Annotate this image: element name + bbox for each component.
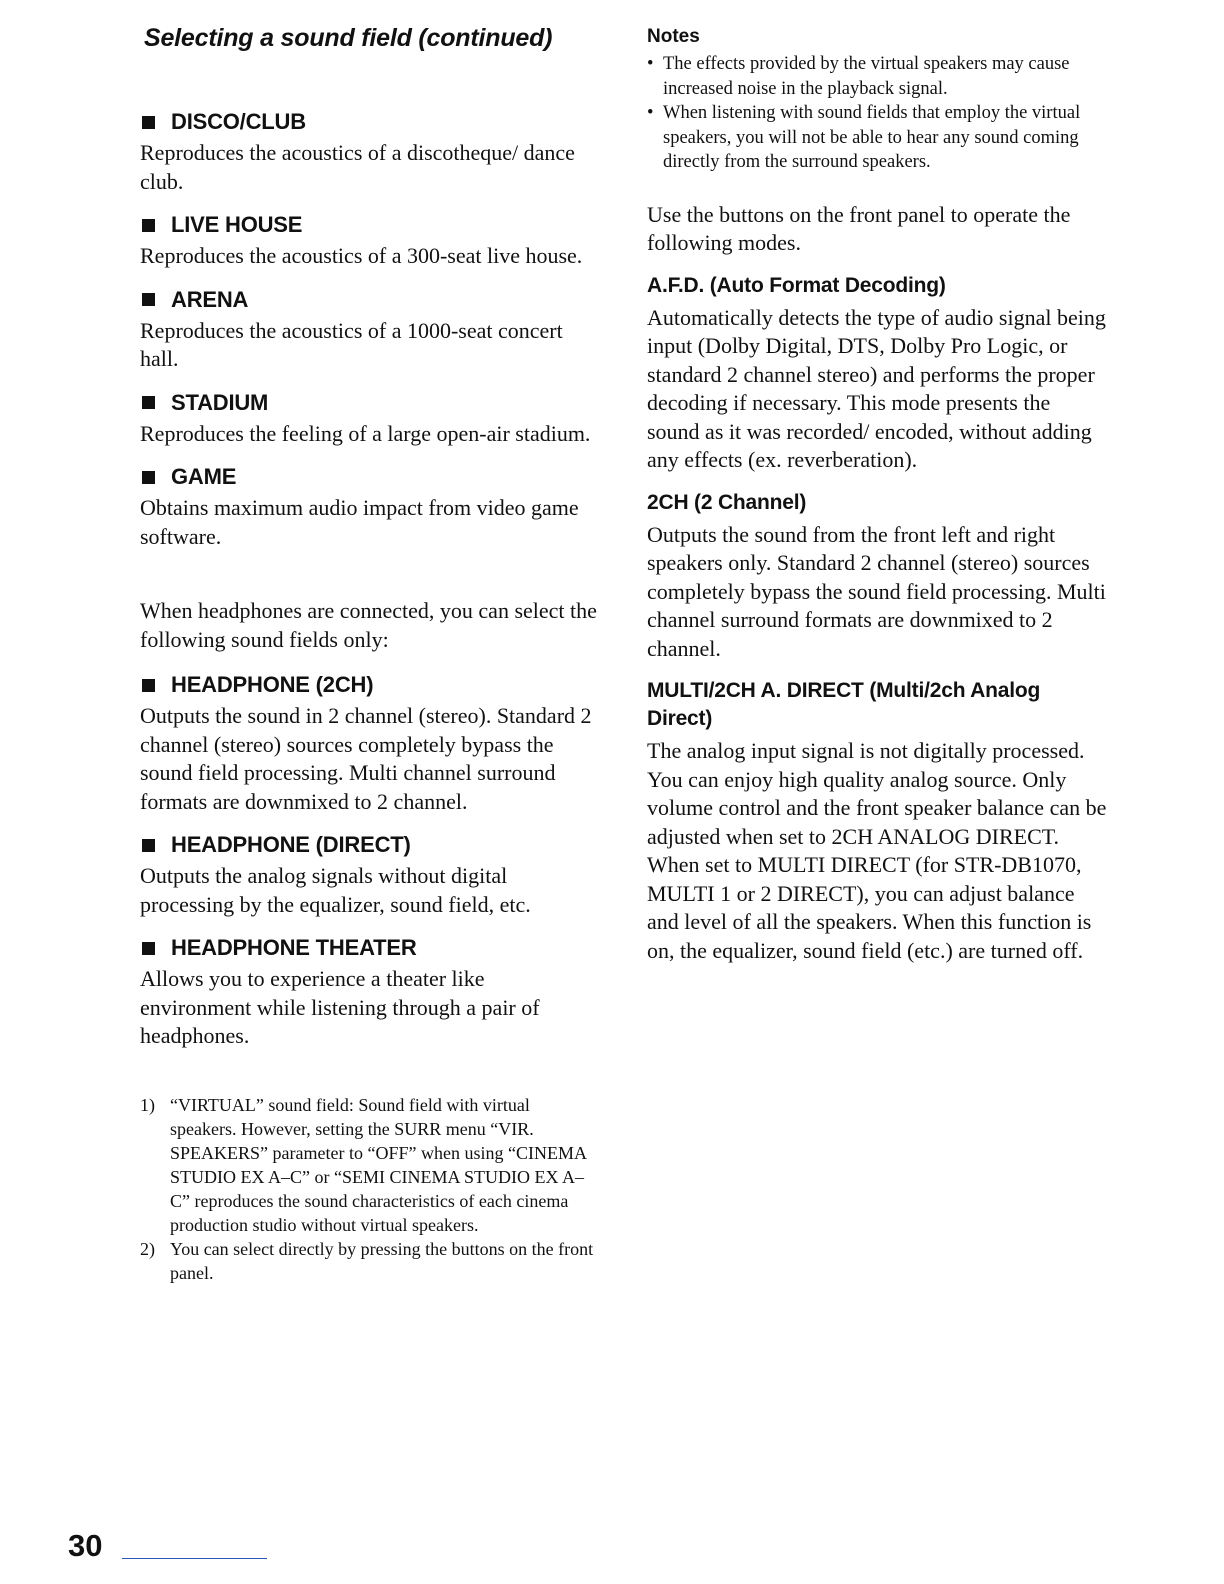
section-live-house (140, 210, 600, 271)
section-body: Reproduces the acoustics of a discotheque/ dance club. (140, 140, 575, 194)
page-number: 30 (68, 1528, 103, 1563)
front-panel-intro: Use the buttons on the front panel to operate the following modes. (647, 201, 1071, 255)
section-body: Obtains maximum audio impact from video game software. (140, 495, 579, 549)
section-title: GAME (171, 464, 237, 489)
right-column (647, 26, 1107, 979)
section-headphone-direct (140, 830, 600, 919)
footnote-text: You can select directly by pressing the buttons on the front panel. (170, 1238, 594, 1283)
section-afd (647, 272, 1107, 475)
square-bullet-icon (142, 396, 155, 409)
bullet-dot-icon: • (647, 103, 654, 123)
section-title: HEADPHONE (2CH) (171, 672, 374, 697)
section-title: HEADPHONE (DIRECT) (171, 832, 411, 857)
square-bullet-icon (142, 839, 155, 852)
section-body: Reproduces the feeling of a large open-air stadium. (140, 420, 591, 446)
footnote (140, 1237, 600, 1285)
page-number-rule (122, 1558, 267, 1559)
section-headphone-2ch (140, 670, 600, 816)
section-body: Allows you to experience a theater like environment while listening through a pair of headphones. (140, 966, 540, 1048)
section-stadium (140, 388, 600, 449)
section-body: Reproduces the acoustics of a 300-seat live house. (140, 243, 583, 268)
footnote-number: 1) (140, 1094, 155, 1115)
section-body: Outputs the sound from the front left and right speakers only. Standard 2 channel (stereo) sources completely bypass the sound field processing. Multi channel surround formats are downmixed to 2 channel. (647, 521, 1106, 661)
footnotes (140, 1093, 600, 1285)
section-title: ARENA (171, 286, 249, 312)
square-bullet-icon (142, 293, 155, 306)
section-title: HEADPHONE THEATER (171, 935, 417, 960)
headphone-intro: When headphones are connected, you can select the following sound fields only: (140, 598, 597, 652)
section-body: Outputs the analog signals without digital processing by the equalizer, sound field, etc. (140, 863, 531, 917)
square-bullet-icon (142, 679, 155, 692)
section-title: LIVE HOUSE (171, 212, 303, 237)
note-text: The effects provided by the virtual speakers may cause increased noise in the playback signal. (663, 54, 1070, 99)
section-title: MULTI/2CH A. DIRECT (Multi/2ch Analog Direct) (647, 679, 1041, 730)
notes-list (647, 52, 1107, 175)
left-column (140, 24, 600, 1301)
section-title: 2CH (2 Channel) (647, 490, 807, 514)
notes-title: Notes (647, 26, 700, 47)
square-bullet-icon (142, 219, 155, 232)
section-body: Reproduces the acoustics of a 1000-seat concert hall. (140, 317, 563, 371)
square-bullet-icon (142, 116, 155, 129)
section-title: STADIUM (171, 389, 269, 415)
section-game (140, 462, 600, 551)
section-body: Outputs the sound in 2 channel (stereo). Standard 2 channel (stereo) sources completely bypass the sound field processing. Multi channel surround formats are downmixed to 2 channel. (140, 703, 592, 814)
note-item (647, 101, 1107, 175)
footnote-number: 2) (140, 1238, 155, 1259)
footnote (140, 1093, 600, 1237)
section-arena (140, 285, 600, 374)
section-body: Automatically detects the type of audio signal being input (Dolby Digital, DTS, Dolby Pro Logic, or standard 2 channel stereo) and performs the proper decoding if necessary. This mode presents the sound as it was recorded/ encoded, without adding any effects (ex. reverberation). (647, 304, 1106, 472)
section-title: DISCO/CLUB (171, 109, 306, 134)
section-multi-2ch-direct (647, 677, 1107, 965)
section-disco-club (140, 107, 600, 196)
footnote-text: “VIRTUAL” sound field: Sound field with virtual speakers. However, setting the SURR menu “VIR. SPEAKERS” parameter to “OFF” when using “CINEMA STUDIO EX A–C” or “SEMI CINEMA STUDIO EX A–C” reproduces the sound characteristics of each cinema production studio without virtual speakers. (170, 1094, 586, 1235)
square-bullet-icon (142, 471, 155, 484)
page-heading: Selecting a sound field (continued) (144, 24, 553, 52)
note-item (647, 52, 1107, 101)
section-2ch (647, 489, 1107, 664)
note-text: When listening with sound fields that employ the virtual speakers, you will not be able to hear any sound coming directly from the surround speakers. (663, 103, 1081, 172)
bullet-dot-icon: • (647, 54, 654, 74)
section-title: A.F.D. (Auto Format Decoding) (647, 273, 946, 297)
section-body: The analog input signal is not digitally processed. You can enjoy high quality analog source. Only volume control and the front speaker balance can be adjusted when set to 2CH ANALOG DIRECT. When set to MULTI DIRECT (for STR-DB1070, MULTI 1 or 2 DIRECT), you can adjust balance and level of all the speakers. When this function is on, the equalizer, sound field (etc.) are turned off. (647, 738, 1107, 963)
square-bullet-icon (142, 942, 155, 955)
section-headphone-theater (140, 933, 600, 1051)
